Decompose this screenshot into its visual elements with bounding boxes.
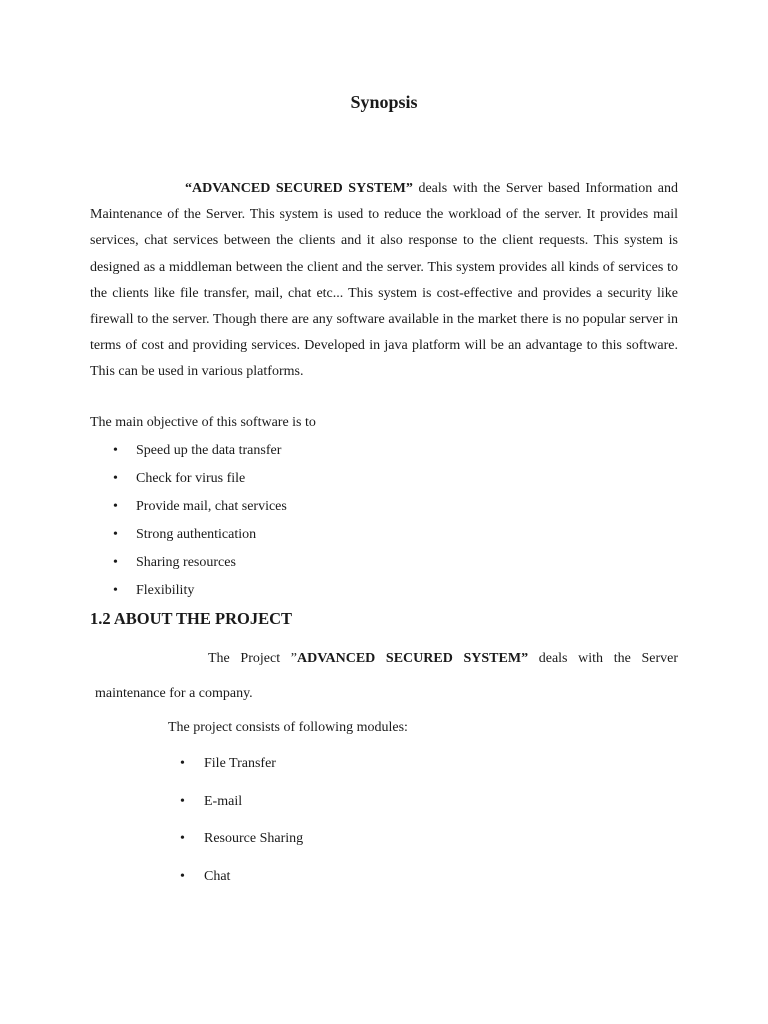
project-line-suffix: deals with the Server (528, 651, 679, 666)
objective-text: Provide mail, chat services (136, 499, 287, 514)
project-system-name: ADVANCED SECURED SYSTEM” (296, 651, 529, 666)
modules-intro: The project consists of following modules: (168, 720, 408, 735)
objective-text: Sharing resources (136, 555, 236, 570)
project-description-continued: maintenance for a company. (95, 686, 253, 701)
objectives-list (90, 437, 287, 605)
module-item (168, 826, 303, 864)
objective-item (90, 549, 287, 577)
module-item (168, 789, 303, 827)
intro-paragraph (90, 176, 678, 386)
section-heading: 1.2 ABOUT THE PROJECT (90, 609, 293, 628)
bullet-icon: • (180, 793, 185, 809)
module-text: E-mail (204, 793, 243, 809)
bullet-icon: • (113, 527, 118, 542)
bullet-icon: • (113, 471, 118, 486)
module-item (168, 864, 303, 902)
objective-text: Strong authentication (136, 527, 257, 542)
objective-text: Check for virus file (136, 471, 246, 486)
bullet-icon: • (113, 443, 118, 458)
intro-paragraph-text: deals with the Server based Information and Maintenance of the Server. This system is used to reduce the workload of the server. It provides mail services, chat services between the clients and it also response to the client requests. This system is designed as a middleman between the client and the server. This system provides all kinds of services to the clients like file transfer, mail, chat etc... This system is cost-effective and provides a security like firewall to the server. Though there are any software available in the market there is no popular server in terms of cost and providing services. Developed in java platform will be an advantage to this software. This can be used in various platforms. (90, 181, 678, 380)
document-title: Synopsis (350, 92, 418, 112)
module-text: Chat (204, 868, 231, 884)
objective-text: Speed up the data transfer (136, 443, 282, 458)
objective-item (90, 465, 287, 493)
module-text: Resource Sharing (204, 831, 304, 846)
modules-list (168, 751, 303, 901)
objective-item (90, 493, 287, 521)
bullet-icon: • (113, 555, 118, 570)
bullet-icon: • (180, 831, 185, 846)
bullet-icon: • (113, 499, 118, 514)
project-line-prefix: The Project ” (208, 651, 297, 666)
project-description-line (208, 648, 678, 670)
module-item (168, 751, 303, 789)
bullet-icon: • (180, 756, 185, 771)
bullet-icon: • (113, 583, 118, 598)
objective-item (90, 521, 287, 549)
objective-text: Flexibility (136, 583, 195, 598)
objective-intro: The main objective of this software is to (90, 415, 316, 430)
bullet-icon: • (180, 868, 185, 884)
objective-item (90, 437, 287, 465)
intro-system-name: “ADVANCED SECURED SYSTEM” (185, 181, 413, 196)
objective-item (90, 577, 287, 605)
module-text: File Transfer (204, 756, 276, 771)
